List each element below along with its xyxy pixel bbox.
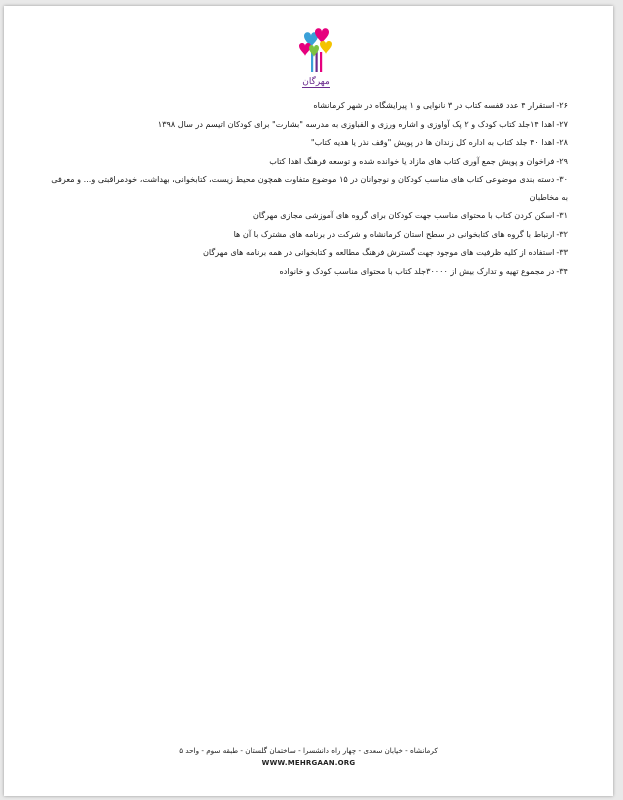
item-number: ۳۱- (556, 210, 568, 220)
item-number: ۲۷- (556, 118, 568, 129)
item-text: استفاده از کلیه ظرفیت های موجود جهت گسترش فرهنگ مطالعه و کتابخوانی در همه برنامه های مهرگان (202, 247, 555, 257)
list-item (48, 262, 568, 281)
activity-list (48, 96, 568, 280)
document-page (4, 6, 613, 796)
list-item (48, 133, 568, 152)
list-item (48, 152, 568, 171)
item-text: اهدا ۴۰ جلد کتاب به اداره کل زندان ها در پویش "وقف نذر یا هدیه کتاب" (310, 137, 555, 147)
footer-website[interactable]: WWW.MEHRGAAN.ORG (261, 759, 356, 767)
item-number: ۳۲- (556, 228, 568, 239)
mehrgan-logo (290, 26, 342, 92)
list-item (48, 225, 568, 244)
logo-trunk-pink (320, 52, 322, 72)
list-item (48, 170, 568, 206)
list-item (48, 243, 568, 262)
item-number: ۲۸- (556, 137, 568, 147)
logo-underline (302, 87, 330, 88)
item-text: در مجموع تهیه و تدارک بیش از ۳۰۰۰۰جلد کتاب با محتوای مناسب کودک و خانواده (279, 265, 555, 276)
item-number: ۳۰- (556, 174, 568, 184)
footer-address: کرمانشاه - خیابان سعدی - چهار راه دانشسرا - ساختمان گلستان - طبقه سوم - واحد ۵ (179, 746, 438, 755)
item-number: ۳۴- (556, 265, 568, 276)
item-text: فراخوان و پویش جمع آوری کتاب های مازاد یا خوانده شده و توسعه فرهنگ اهدا کتاب (269, 155, 555, 166)
item-text: اهدا ۱۴جلد کتاب کودک و ۲ پک آواوزی و اشاره ورزی و الفباوزی به مدرسه "بشارت" برای کودکان اتیسم در سال ۱۳۹۸ (157, 118, 555, 129)
item-number: ۲۹- (556, 155, 568, 166)
item-text: اسکن کردن کتاب با محتوای مناسب جهت کودکان برای گروه های آموزشی مجازی مهرگان (252, 210, 555, 220)
list-item (48, 206, 568, 225)
list-item (48, 96, 568, 115)
item-text: ارتباط با گروه های کتابخوانی در سطح استان کرمانشاه و شرکت در برنامه های مشترک با آن ها (233, 228, 555, 239)
list-item (48, 115, 568, 134)
item-text: دسته بندی موضوعی کتاب های مناسب کودکان و نوجوانان در ۱۵ موضوع متفاوت همچون محیط زیست، کتابخوانی، بهداشت، خودمراقبتی و... و معرفی به مخاطبان (51, 174, 568, 202)
item-text: استقرار ۴ عدد قفسه کتاب در ۳ نانوایی و ۱ پیرایشگاه در شهر کرمانشاه (313, 100, 555, 110)
item-number: ۲۶- (556, 100, 568, 110)
item-number: ۳۳- (556, 247, 568, 257)
logo-wordmark: مهرگان (302, 77, 330, 87)
logo-heart-pink-small (299, 43, 311, 56)
